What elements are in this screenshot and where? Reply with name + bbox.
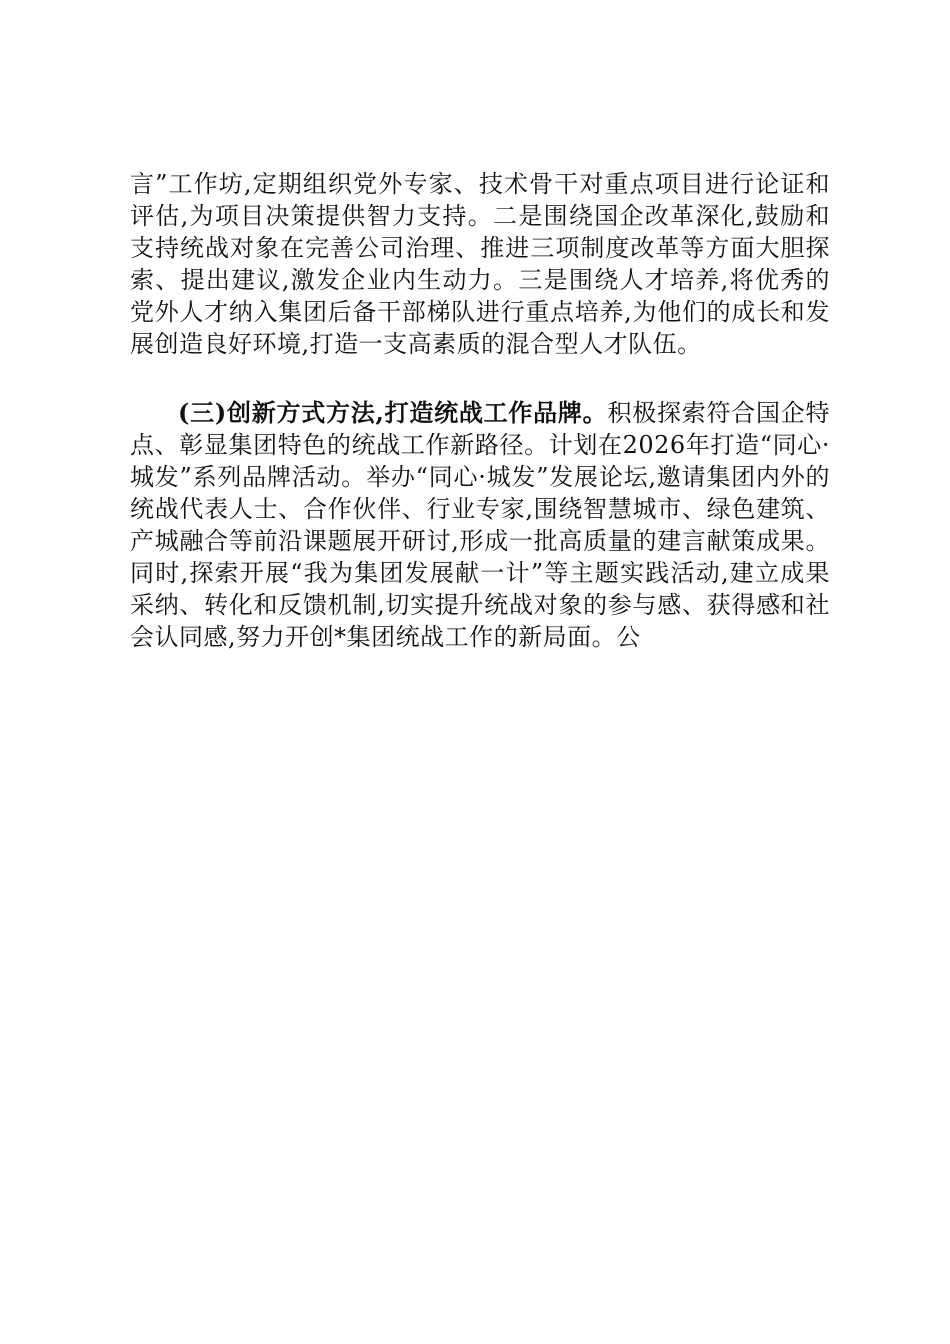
section-3-body-text: 积极探索符合国企特点、彰显集团特色的统战工作新路径。计划在2026年打造“同心·城发”系列品牌活动。举办“同心·城发”发展论坛,邀请集团内外的统战代表人士、合作伙伴、行业专家,围绕智慧城市、绿色建筑、产城融合等前沿课题展开研讨,形成一批高质量的建言献策成果。同时,探索开展“我为集团发展献一计”等主题实践活动,建立成果采纳、转化和反馈机制,切实提升统战对象的参与感、获得感和社会认同感,努力开创*集团统战工作的新局面。公 (130, 399, 830, 651)
section-heading-3: (三)创新方式方法,打造统战工作品牌。 (178, 398, 608, 427)
body-paragraph-1: 言”工作坊,定期组织党外专家、技术骨干对重点项目进行论证和评估,为项目决策提供智力支持。二是围绕国企改革深化,鼓励和支持统战对象在完善公司治理、推进三项制度改革等方面大胆探索、提出建议,激发企业内生动力。三是围绕人才培养,将优秀的党外人才纳入集团后备干部梯队进行重点培养,为他们的成长和发展创造良好环境,打造一支高素质的混合型人才队伍。 (130, 170, 830, 358)
body-paragraph-2 (130, 397, 830, 653)
